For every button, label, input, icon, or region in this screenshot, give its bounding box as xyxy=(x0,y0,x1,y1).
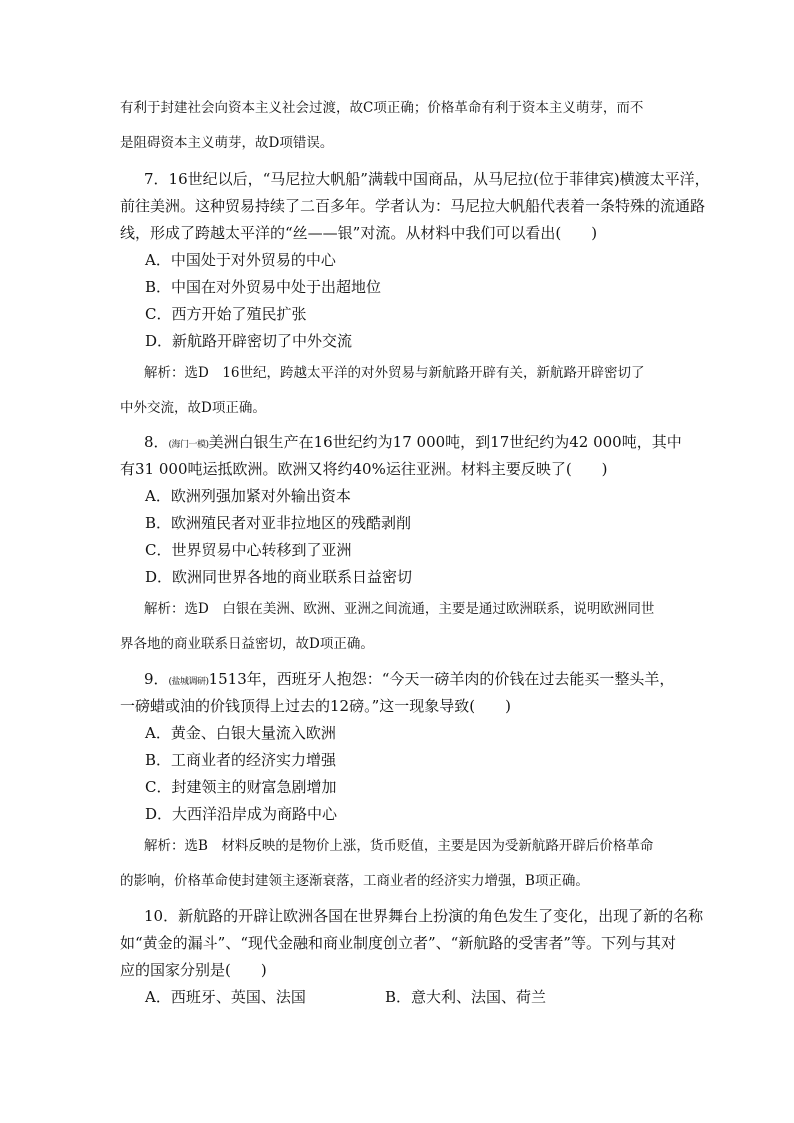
q9-option-a: A．黄金、白银大量流入欧洲 xyxy=(145,724,336,742)
q10-stem-line-2: 如“黄金的漏斗”、“现代金融和商业制度创立者”、“新航路的受害者”等。下列与其对 xyxy=(120,934,677,952)
q9-option-c: C．封建领主的财富急剧增加 xyxy=(145,778,337,796)
q9-stem-line-1 xyxy=(144,669,674,692)
q8-option-c: C．世界贸易中心转移到了亚洲 xyxy=(145,541,352,559)
q7-stem-line-2: 前往美洲。这种贸易持续了二百多年。学者认为：马尼拉大帆船代表着一条特殊的流通路 xyxy=(120,197,706,215)
q7-option-b: B．中国在对外贸易中处于出超地位 xyxy=(145,278,382,296)
q8-option-a: A．欧洲列强加紧对外输出资本 xyxy=(145,487,351,505)
prev-solution-line-1: 有利于封建社会向资本主义社会过渡，故C项正确；价格革命有利于资本主义萌芽，而不 xyxy=(120,100,644,116)
q10-option-b: B．意大利、法国、荷兰 xyxy=(385,988,547,1006)
q9-stem-text: 1513年，西班牙人抱怨：“今天一磅羊肉的价钱在过去能买一整头羊， xyxy=(208,670,675,688)
q9-solution-line-1: 解析：选B 材料反映的是物价上涨，货币贬值，主要是因为受新航路开辟后价格革命 xyxy=(144,838,654,854)
q9-solution-line-2: 的影响，价格革命使封建领主逐渐衰落，工商业者的经济实力增强，B项正确。 xyxy=(120,873,589,889)
q10-stem-line-1: 10．新航路的开辟让欧洲各国在世界舞台上扮演的角色发生了变化，出现了新的名称 xyxy=(144,907,704,925)
q7-solution-line-2: 中外交流，故D项正确。 xyxy=(120,400,266,416)
q7-option-d: D．新航路开辟密切了中外交流 xyxy=(145,332,353,350)
q9-option-b: B．工商业者的经济实力增强 xyxy=(145,751,337,769)
q8-solution-line-2: 界各地的商业联系日益密切，故D项正确。 xyxy=(120,636,374,652)
q8-stem-line-1 xyxy=(144,432,682,455)
q8-option-d: D．欧洲同世界各地的商业联系日益密切 xyxy=(145,568,413,586)
q7-option-a: A．中国处于对外贸易的中心 xyxy=(145,251,336,269)
q8-solution-line-1: 解析：选D 白银在美洲、欧洲、亚洲之间流通，主要是通过欧洲联系，说明欧洲同世 xyxy=(144,601,655,617)
prev-solution-line-2: 是阻碍资本主义萌芽，故D项错误。 xyxy=(120,135,334,151)
q7-option-c: C．西方开始了殖民扩张 xyxy=(145,305,307,323)
q8-stem-line-2: 有31 000吨运抵欧洲。欧洲又将约40%运往亚洲。材料主要反映了( ) xyxy=(120,460,608,478)
q9-source-tag: (盐城调研) xyxy=(168,677,209,687)
q8-source-tag: (海门一模) xyxy=(168,440,209,450)
q8-option-b: B．欧洲殖民者对亚非拉地区的残酷剥削 xyxy=(145,514,412,532)
q9-number: 9． xyxy=(144,670,169,688)
q8-number: 8． xyxy=(144,433,169,451)
q10-option-a: A．西班牙、英国、法国 xyxy=(145,988,306,1006)
q10-stem-line-3: 应的国家分别是( ) xyxy=(120,961,267,979)
q9-option-d: D．大西洋沿岸成为商路中心 xyxy=(145,805,338,823)
q9-stem-line-2: 一磅蜡或油的价钱顶得上过去的12磅。”这一现象导致( ) xyxy=(120,697,511,715)
q8-stem-text: 美洲白银生产在16世纪约为17 000吨，到17世纪约为42 000吨，其中 xyxy=(208,433,682,451)
q7-solution-line-1: 解析：选D 16世纪，跨越太平洋的对外贸易与新航路开辟有关，新航路开辟密切了 xyxy=(144,365,645,381)
q7-stem-line-1: 7．16世纪以后，“马尼拉大帆船”满载中国商品，从马尼拉(位于菲律宾)横渡太平洋， xyxy=(144,170,710,188)
q7-stem-line-3: 线，形成了跨越太平洋的“丝——银”对流。从材料中我们可以看出( ) xyxy=(120,224,598,242)
